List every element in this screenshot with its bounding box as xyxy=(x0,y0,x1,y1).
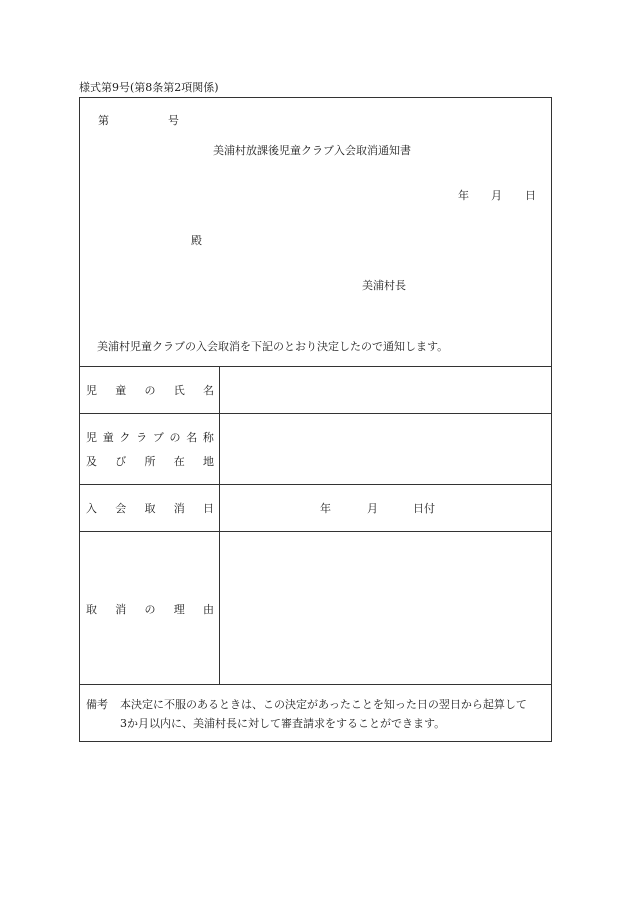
label-char: 由 xyxy=(203,603,214,616)
date-year: 年 xyxy=(458,189,469,202)
label-char: 在 xyxy=(173,455,185,468)
child-name-label xyxy=(86,385,214,396)
label-char: 童 xyxy=(115,384,127,397)
label-char: 地 xyxy=(203,455,214,468)
label-char: 取 xyxy=(86,603,97,616)
child-name-field[interactable] xyxy=(221,368,551,412)
label-char: 入 xyxy=(86,502,97,515)
cancellation-date-label xyxy=(86,503,214,514)
row-divider xyxy=(80,684,551,685)
issuer-name: 美浦村長 xyxy=(362,279,406,292)
row-divider xyxy=(80,413,551,414)
table-top-line xyxy=(80,366,551,367)
column-divider xyxy=(219,366,220,684)
cancel-date-year: 年 xyxy=(320,502,331,515)
date-day: 日 xyxy=(525,189,536,202)
label-char: の xyxy=(144,384,156,397)
label-char: 取 xyxy=(144,502,156,515)
label-char: の xyxy=(144,603,156,616)
label-char: 所 xyxy=(144,455,156,468)
notice-form xyxy=(79,97,552,742)
cancel-date-month: 月 xyxy=(367,502,378,515)
remarks-line-2: 3か月以内に、美浦村長に対して審査請求をすることができます。 xyxy=(120,717,446,730)
label-char: 童 xyxy=(102,431,114,444)
document-number-suffix: 号 xyxy=(168,114,179,127)
label-char: 児 xyxy=(86,431,97,444)
document-title: 美浦村放課後児童クラブ入会取消通知書 xyxy=(213,144,411,157)
notice-text: 美浦村児童クラブの入会取消を下記のとおり決定したので通知します。 xyxy=(97,340,449,353)
label-char: 及 xyxy=(86,455,97,468)
addressee-suffix: 殿 xyxy=(191,234,202,247)
club-name-label xyxy=(86,432,214,443)
row-divider xyxy=(80,484,551,485)
club-name-location-field[interactable] xyxy=(221,415,551,483)
cancellation-reason-field[interactable] xyxy=(221,533,551,683)
form-number-label: 様式第9号(第8条第2項関係) xyxy=(79,81,219,94)
date-month: 月 xyxy=(491,189,502,202)
remarks-line-1: 本決定に不服のあるときは、この決定があったことを知った日の翌日から起算して xyxy=(120,698,527,711)
label-char: 名 xyxy=(203,384,214,397)
label-char: 称 xyxy=(202,431,214,444)
label-char: 名 xyxy=(186,431,198,444)
label-char: ク xyxy=(119,431,131,444)
label-char: 氏 xyxy=(173,384,185,397)
document-number-prefix: 第 xyxy=(98,114,109,127)
label-char: び xyxy=(115,455,127,468)
label-char: 児 xyxy=(86,384,97,397)
cancellation-reason-label xyxy=(86,604,214,615)
row-divider xyxy=(80,531,551,532)
label-char: ラ xyxy=(136,431,148,444)
label-char: 理 xyxy=(173,603,185,616)
label-char: 消 xyxy=(115,603,127,616)
label-char: ブ xyxy=(152,431,164,444)
club-location-label xyxy=(86,456,214,467)
label-char: 消 xyxy=(173,502,185,515)
label-char: 会 xyxy=(115,502,127,515)
label-char: 日 xyxy=(203,502,214,515)
cancel-date-day: 日付 xyxy=(413,502,435,515)
remarks-heading: 備考 xyxy=(86,698,108,711)
label-char: の xyxy=(169,431,181,444)
